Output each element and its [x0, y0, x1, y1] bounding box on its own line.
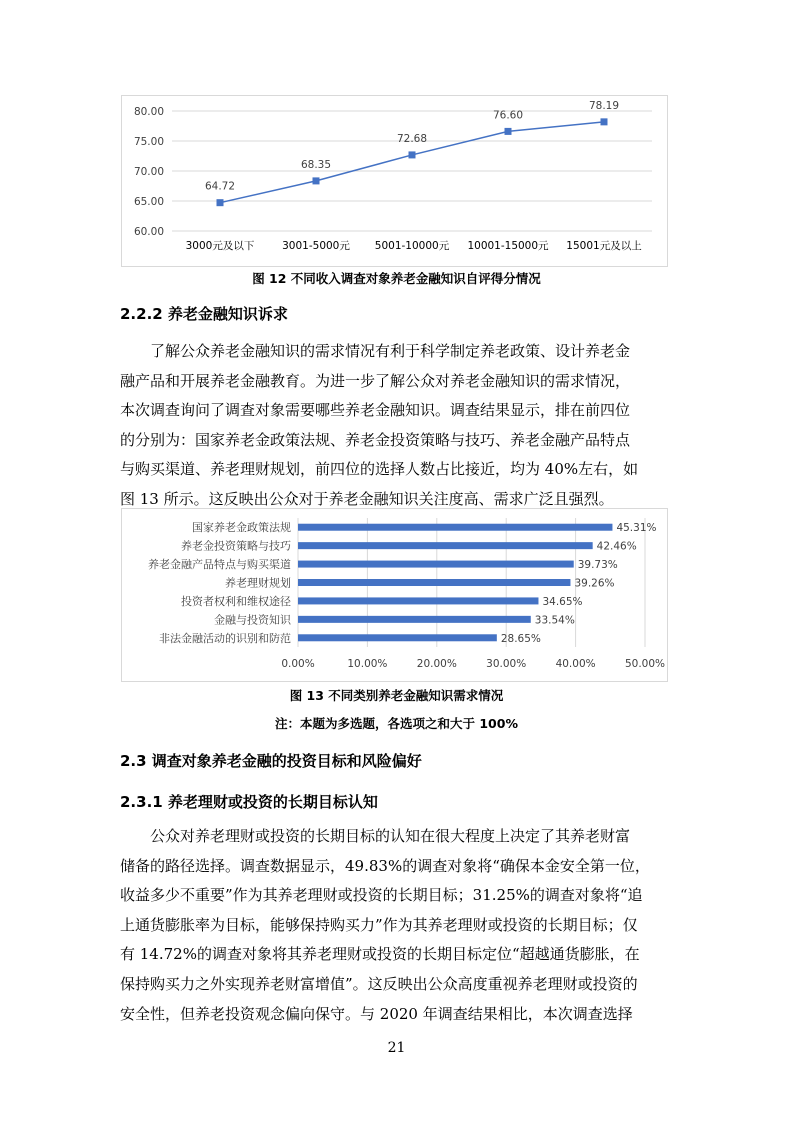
bar	[298, 542, 593, 549]
category-label: 养老理财规划	[225, 576, 291, 590]
x-tick-label: 10.00%	[347, 658, 388, 670]
category-label: 国家养老金政策法规	[192, 521, 291, 535]
income-score-line-chart	[121, 95, 668, 267]
paragraph-line: 安全性，但养老投资观念偏向保守。与 2020 年调查结果相比，本次调查选择	[120, 1004, 633, 1023]
figure-12-caption: 图 12 不同收入调查对象养老金融知识自评得分情况	[252, 271, 541, 286]
paragraph-line: 储备的路径选择。调查数据显示，49.83%的调查对象将“确保本金安全第一位，	[120, 856, 650, 875]
paragraph-line: 的分别为：国家养老金政策法规、养老金投资策略与技巧、养老金融产品特点	[120, 430, 631, 449]
paragraph-line: 本次调查询问了调查对象需要哪些养老金融知识。调查结果显示，排在前四位	[120, 401, 631, 420]
bar	[298, 579, 570, 586]
paragraph-line: 保持购买力之外实现养老财富增值”。这反映出公众高度重视养老理财或投资的	[120, 974, 638, 993]
data-label: 39.73%	[577, 559, 618, 572]
paragraph-line: 融产品和开展养老金融教育。为进一步了解公众对养老金融知识的需求情况，	[120, 371, 631, 390]
bar	[298, 616, 531, 623]
knowledge-demand-bar-chart	[121, 508, 668, 682]
data-point	[505, 128, 512, 135]
x-tick-label: 3000元及以下	[185, 240, 255, 252]
x-tick-label: 5001-10000元	[374, 240, 450, 252]
y-tick-label: 60.00	[133, 226, 164, 238]
category-label: 非法金融活动的识别和防范	[159, 631, 291, 645]
bar	[298, 634, 497, 641]
bar-chart-svg	[122, 509, 667, 681]
data-label: 42.46%	[596, 540, 637, 553]
x-tick-label: 0.00%	[281, 658, 315, 670]
paragraph-knowledge-demand	[120, 337, 673, 515]
data-label: 34.65%	[542, 595, 583, 608]
data-label: 76.60	[492, 109, 524, 122]
paragraph-long-term-goal	[120, 822, 673, 1029]
paragraph-line: 有 14.72%的调查对象将其养老理财或投资的长期目标定位“超越通货膨胀，在	[120, 945, 640, 964]
paragraph-line: 公众对养老理财或投资的长期目标的认知在很大程度上决定了其养老财富	[120, 827, 631, 845]
page-number: 21	[387, 1040, 406, 1056]
data-label: 33.54%	[534, 614, 575, 627]
x-tick-label: 40.00%	[555, 658, 596, 670]
data-label: 28.65%	[500, 632, 541, 645]
x-tick-label: 30.00%	[486, 658, 527, 670]
section-heading-2-2-2: 2.2.2 养老金融知识诉求	[120, 305, 288, 323]
category-label: 养老金投资策略与技巧	[181, 539, 291, 553]
data-point	[409, 151, 416, 158]
data-point	[313, 177, 320, 184]
y-tick-label: 75.00	[133, 136, 164, 148]
category-label: 养老金融产品特点与购买渠道	[148, 558, 291, 572]
data-label: 78.19	[588, 99, 620, 112]
data-label: 45.31%	[616, 522, 657, 535]
section-heading-2-3-1: 2.3.1 养老理财或投资的长期目标认知	[120, 793, 378, 811]
data-label: 39.26%	[574, 577, 615, 590]
paragraph-line: 收益多少不重要”作为其养老理财或投资的长期目标；31.25%的调查对象将“追	[120, 886, 643, 905]
figure-13-note: 注：本题为多选题，各选项之和大于 100%	[275, 716, 518, 731]
bar	[298, 597, 538, 604]
data-label: 68.35	[300, 158, 332, 171]
y-tick-label: 80.00	[133, 106, 164, 118]
paragraph-line: 图 13 所示。这反映出公众对于养老金融知识关注度高、需求广泛且强烈。	[120, 489, 614, 508]
x-tick-label: 3001-5000元	[282, 240, 350, 252]
bar	[298, 561, 574, 568]
bar	[298, 524, 612, 531]
y-tick-label: 65.00	[133, 196, 164, 208]
category-label: 投资者权利和维权途径	[181, 594, 291, 608]
data-label: 72.68	[396, 132, 428, 145]
x-tick-label: 20.00%	[416, 658, 457, 670]
paragraph-line: 上通货膨胀率为目标，能够保持购买力”作为其养老理财或投资的长期目标；仅	[120, 915, 638, 934]
section-heading-2-3: 2.3 调查对象养老金融的投资目标和风险偏好	[120, 752, 422, 770]
x-tick-label: 15001元及以上	[566, 240, 642, 252]
line-chart-svg	[122, 96, 667, 266]
y-tick-label: 70.00	[133, 166, 164, 178]
x-tick-label: 50.00%	[624, 658, 666, 670]
data-label: 64.72	[204, 180, 236, 193]
paragraph-line: 了解公众养老金融知识的需求情况有利于科学制定养老政策、设计养老金	[120, 342, 631, 360]
data-point	[601, 118, 608, 125]
data-point	[217, 199, 224, 206]
category-label: 金融与投资知识	[214, 613, 291, 627]
figure-13-caption: 图 13 不同类别养老金融知识需求情况	[289, 688, 504, 703]
paragraph-line: 与购买渠道、养老理财规划，前四位的选择人数占比接近，均为 40%左右，如	[120, 460, 639, 479]
x-tick-label: 10001-15000元	[467, 240, 549, 252]
